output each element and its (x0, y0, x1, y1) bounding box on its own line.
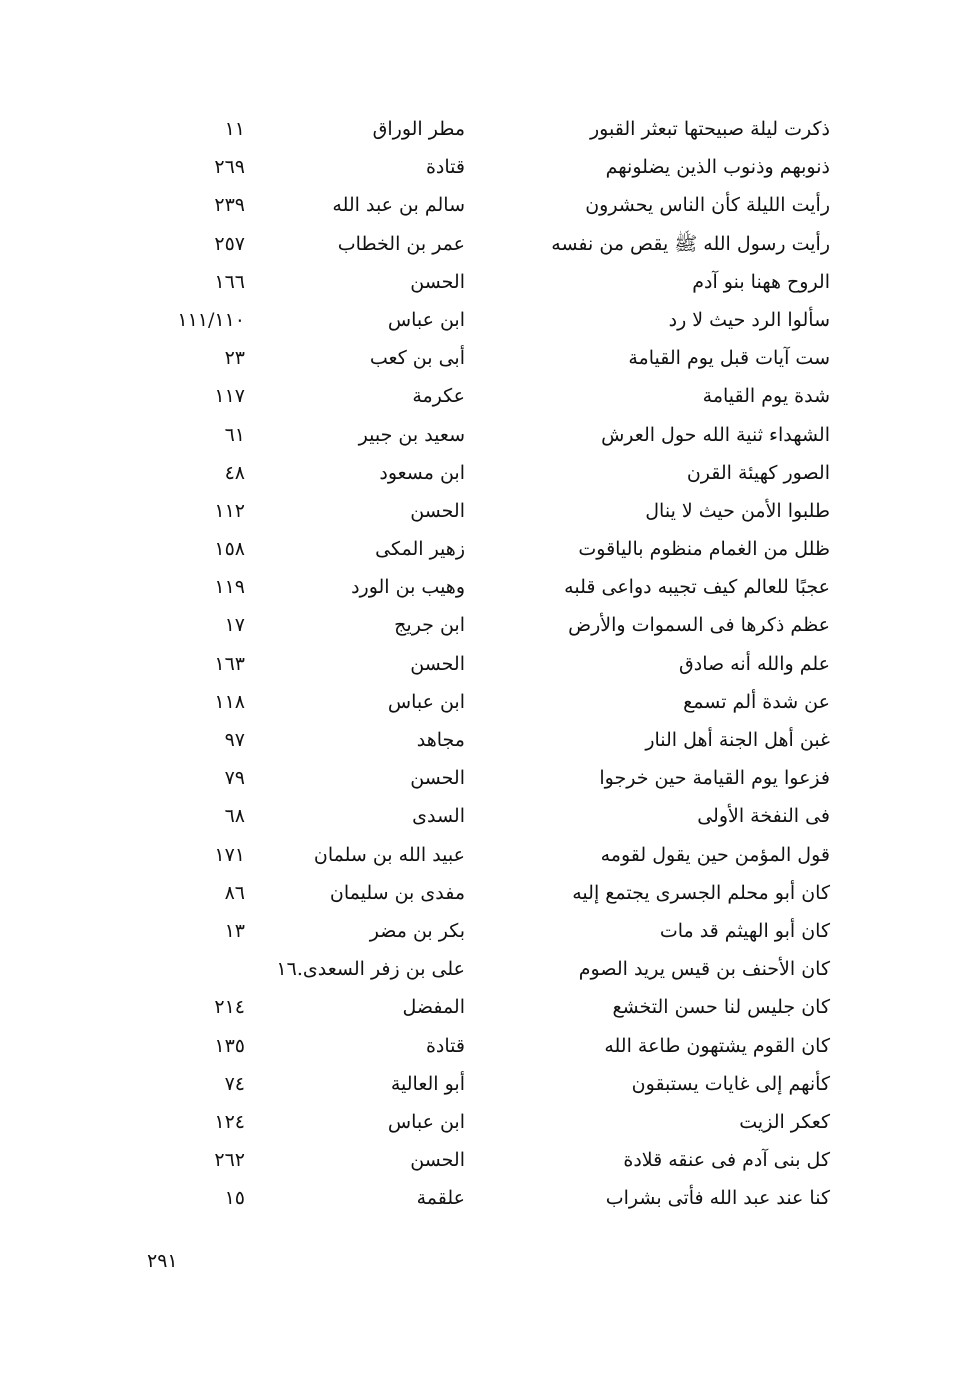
index-list (0, 110, 957, 1217)
index-row (0, 645, 957, 683)
index-narrator: مفدى بن سليمان (329, 881, 465, 904)
index-page-ref: ١١٨ (214, 690, 245, 713)
index-narrator: الحسن (410, 1149, 465, 1172)
index-row (0, 416, 957, 454)
index-phrase: كأنهم إلى غايات يستبقون (631, 1072, 830, 1095)
index-page-ref: ٢٦٩ (214, 156, 245, 179)
index-page-ref: ١١١/١١٠ (177, 308, 245, 331)
index-row (0, 836, 957, 874)
index-row (0, 530, 957, 568)
index-narrator: الحسن (410, 767, 465, 790)
index-page-ref: ١٦٦ (214, 270, 245, 293)
index-narrator: أبو العالية (390, 1072, 465, 1095)
index-page-ref: ١٥٨ (214, 538, 245, 561)
index-narrator: الحسن (410, 270, 465, 293)
index-phrase: رأيت الليلة كأن الناس يحشرون (585, 194, 830, 217)
index-phrase: كنا عند عبد الله فأتى بشراب (605, 1187, 830, 1210)
index-narrator: ابن عباس (387, 690, 465, 713)
index-row (0, 683, 957, 721)
index-narrator: بكر بن مضر (369, 919, 465, 942)
index-narrator: على بن زفر السعدى.١٦ (276, 958, 465, 981)
index-narrator: ابن عباس (387, 308, 465, 331)
index-page-ref: ١١٩ (214, 576, 245, 599)
index-phrase: ذنوبهم وذنوب الذين يضلونهم (605, 156, 830, 179)
index-row (0, 301, 957, 339)
index-page-ref: ٤٨ (224, 461, 245, 484)
page-number: ٢٩١ (147, 1250, 178, 1272)
index-page-ref: ٢٥٧ (214, 232, 245, 255)
index-row (0, 988, 957, 1026)
index-page-ref: ١٣ (224, 919, 245, 942)
index-narrator: وهيب بن الورد (351, 576, 465, 599)
index-row (0, 110, 957, 148)
index-page-ref: ٧٩ (224, 767, 245, 790)
index-row (0, 950, 957, 988)
index-row (0, 912, 957, 950)
index-phrase: عظم ذكرها فى السموات والأرض (568, 614, 830, 637)
index-row (0, 225, 957, 263)
index-row (0, 454, 957, 492)
index-row (0, 492, 957, 530)
index-phrase: رأيت رسول الله ﷺ يقص من نفسه (551, 232, 830, 255)
index-phrase: قول المؤمن حين يقول لقومه (600, 843, 830, 866)
index-page-ref: ١٣٥ (214, 1034, 245, 1057)
index-narrator: مجاهد (416, 729, 465, 751)
index-phrase: عجبًا للعالم كيف تجيبه دواعى قلبه (564, 576, 830, 599)
index-phrase: طلبوا الأمن حيث لا ينال (645, 499, 830, 522)
index-narrator: سعيد بن جبير (358, 423, 465, 446)
index-phrase: سألوا الرد حيث لا رد (668, 308, 830, 331)
index-row (0, 186, 957, 224)
index-page-ref: ٢٣٩ (214, 194, 245, 217)
index-page-ref: ١٧١ (214, 843, 245, 866)
index-page-ref: ١٧ (224, 614, 245, 637)
index-narrator: ابن مسعود (379, 461, 465, 484)
index-phrase: ظلل من الغمام منظوم بالياقوت (578, 538, 830, 561)
index-page-ref: ٧٤ (224, 1072, 245, 1095)
index-row (0, 1141, 957, 1179)
index-row (0, 1179, 957, 1217)
index-narrator: عمر بن الخطاب (337, 232, 465, 255)
index-phrase: الصور كهيئة القرن (686, 461, 830, 484)
index-phrase: ست آيات قبل يوم القيامة (628, 347, 830, 370)
index-phrase: كان أبو الهيثم قد مات (659, 919, 830, 942)
index-narrator: قتادة (425, 156, 465, 179)
index-narrator: الحسن (410, 652, 465, 675)
index-narrator: علقمة (416, 1187, 465, 1210)
index-narrator: السدى (412, 805, 465, 828)
index-row (0, 721, 957, 759)
index-row (0, 148, 957, 186)
index-phrase: كان أبو محلم الجسرى يجتمع إليه (572, 881, 830, 904)
index-phrase: غبن أهل الجنة أهل النار (645, 729, 830, 751)
index-page-ref: ٦١ (224, 423, 245, 446)
index-phrase: كان جليس لنا حسن التخشع (612, 996, 830, 1019)
index-phrase: فزعوا يوم القيامة حين خرجوا (599, 767, 830, 790)
index-narrator: أبى بن كعب (369, 347, 465, 370)
index-row (0, 1065, 957, 1103)
index-phrase: كل بنى آدم فى عنقه قلادة (623, 1149, 830, 1172)
index-phrase: كان الأحنف بن قيس يريد الصوم (578, 958, 830, 981)
index-page-ref: ٢٦٢ (214, 1149, 245, 1172)
index-page-ref: ١١ (224, 118, 245, 140)
index-narrator: ابن جريج (394, 614, 465, 637)
index-phrase: علم والله أنه صادق (679, 652, 830, 675)
index-page-ref: ٦٨ (224, 805, 245, 828)
index-page-ref: ١٥ (224, 1187, 245, 1210)
index-phrase: فى النفخة الأولى (697, 805, 830, 828)
index-phrase: شدة يوم القيامة (702, 385, 830, 408)
index-row (0, 377, 957, 415)
index-page-ref: ٢٣ (224, 347, 245, 370)
index-page-ref: ٢١٤ (214, 996, 245, 1019)
index-narrator: سالم بن عبد الله (332, 194, 465, 217)
index-narrator: عكرمة (412, 385, 465, 408)
index-page-ref: ١١٧ (214, 385, 245, 408)
index-row (0, 606, 957, 644)
index-page-ref: ١١٢ (214, 499, 245, 522)
index-phrase: كان القوم يشتهون طاعة الله (604, 1034, 830, 1057)
index-row (0, 874, 957, 912)
index-page-ref: ٨٦ (224, 881, 245, 904)
index-narrator: مطر الوراق (372, 118, 465, 140)
index-page-ref: ٩٧ (224, 729, 245, 751)
index-row (0, 339, 957, 377)
index-row (0, 759, 957, 797)
index-narrator: المفضل (402, 996, 465, 1019)
index-phrase: الشهداء ثنية الله حول العرش (601, 423, 830, 446)
index-narrator: عبيد الله بن سلمان (313, 843, 465, 866)
index-row (0, 797, 957, 835)
index-narrator: زهير المكى (375, 538, 465, 561)
index-page-ref: ١٢٤ (214, 1110, 245, 1133)
index-phrase: عن شدة ألم تسمع (683, 690, 830, 713)
index-phrase: ذكرت ليلة صبيحتها تبعثر القبور (590, 118, 830, 140)
index-phrase: الروح ههنا بنو آدم (692, 270, 830, 293)
index-narrator: قتادة (425, 1034, 465, 1057)
index-row (0, 263, 957, 301)
index-row (0, 1027, 957, 1065)
index-row (0, 1103, 957, 1141)
index-page-ref: ١٦٣ (214, 652, 245, 675)
index-narrator: ابن عباس (387, 1110, 465, 1133)
index-narrator: الحسن (410, 499, 465, 522)
index-phrase: كعكر الزيت (739, 1110, 830, 1133)
index-row (0, 568, 957, 606)
